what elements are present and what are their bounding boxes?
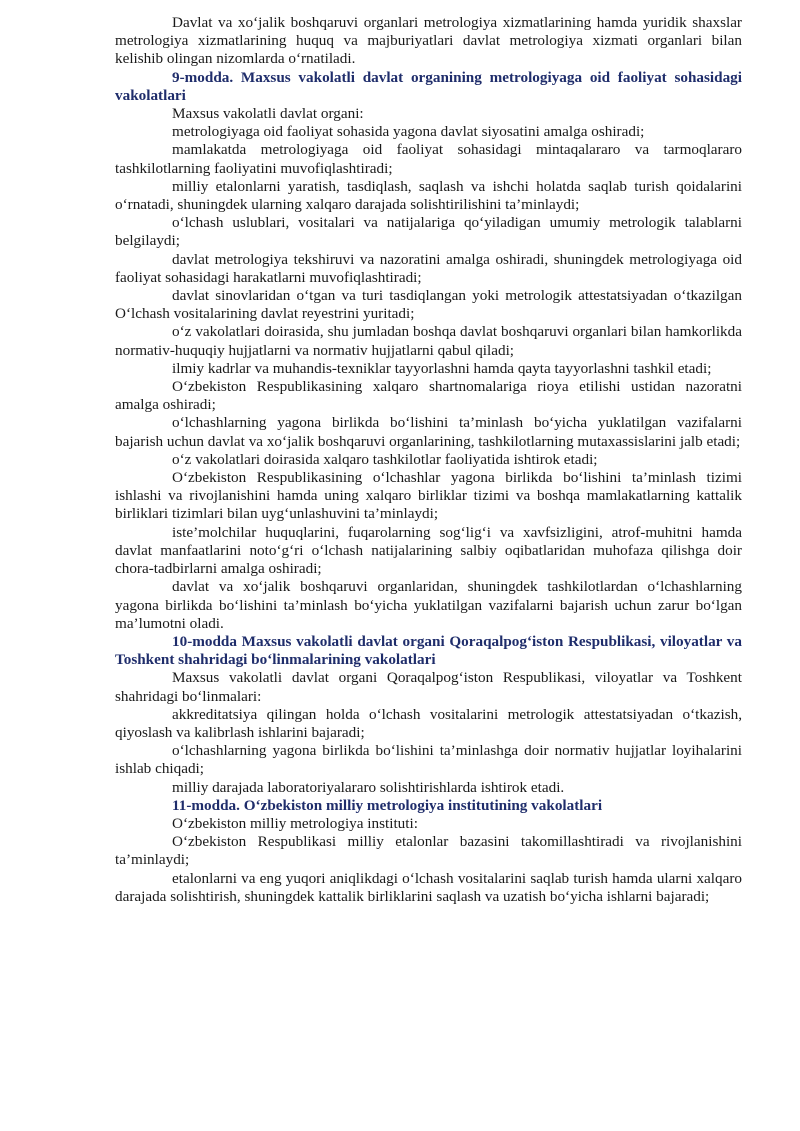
paragraph: Maxsus vakolatli davlat organi: xyxy=(172,105,364,123)
article-heading-11: 11-modda. O‘zbekiston milliy metrologiya institutining vakolatlari xyxy=(172,796,603,814)
paragraph: mamlakatda metrologiyaga oid faoliyat sohasidagi mintaqalararo va tarmoqlararo tashkilotlarning faoliyatini muvofiqlashtiradi; xyxy=(115,141,742,177)
paragraph: O‘zbekiston Respublikasining o‘lchashlar yagona birlikda bo‘lishini ta’minlash tizimi ishlashi va rivojlanishini hamda uning xalqaro birliklar tizimi va boshqa mamlakatlarning kattalik birliklari tizimlari bilan uyg‘unlashuvini ta’minlaydi; xyxy=(115,469,742,523)
paragraph: milliy darajada laboratoriyalararo solishtirishlarda ishtirok etadi. xyxy=(172,778,565,796)
paragraph: davlat sinovlaridan o‘tgan va turi tasdiqlangan yoki metrologik attestatsiyadan o‘tkazilgan O‘lchash vositalarining davlat reyestrini yuritadi; xyxy=(115,287,742,323)
paragraph: davlat va xo‘jalik boshqaruvi organlaridan, shuningdek tashkilotlardan o‘lchashlarning yagona birlikda bo‘lishini ta’minlash bo‘yicha yuklatilgan vazifalarni bajarish uchun zarur bo‘lgan ma’lumotni oladi. xyxy=(115,578,742,632)
paragraph: akkreditatsiya qilingan holda o‘lchash vositalarini metrologik attestatsiyadan o‘tkazish, qiyoslash va kalibrlash ishlarini bajaradi; xyxy=(115,705,742,741)
paragraph: o‘z vakolatlari doirasida xalqaro tashkilotlar faoliyatida ishtirok etadi; xyxy=(172,450,598,468)
paragraph: O‘zbekiston Respublikasining xalqaro shartnomalariga rioya etilishi ustidan nazoratni amalga oshiradi; xyxy=(115,378,742,414)
paragraph: Davlat va xo‘jalik boshqaruvi organlari metrologiya xizmatlarining hamda yuridik shaxslar metrologiya xizmatlarining huquq va majburiyatlari davlat metrologiya xizmati organlari bilan kelishib olingan nizomlarda o‘rnatiladi. xyxy=(115,14,742,68)
paragraph: o‘lchashlarning yagona birlikda bo‘lishini ta’minlashga doir normativ hujjatlar loyihalarini ishlab chiqadi; xyxy=(115,742,742,778)
paragraph: O‘zbekiston Respublikasi milliy etalonlar bazasini takomillashtiradi va rivojlanishini ta’minlaydi; xyxy=(115,833,742,869)
paragraph: Maxsus vakolatli davlat organi Qoraqalpog‘iston Respublikasi, viloyatlar va Toshkent shahridagi bo‘linmalari: xyxy=(115,669,742,705)
paragraph: o‘lchash uslublari, vositalari va natijalariga qo‘yiladigan umumiy metrologik talablarni belgilaydi; xyxy=(115,214,742,250)
paragraph: ilmiy kadrlar va muhandis-texniklar tayyorlashni hamda qayta tayyorlashni tashkil etadi; xyxy=(172,359,712,377)
paragraph: iste’molchilar huquqlarini, fuqarolarning sog‘lig‘i va xavfsizligini, atrof-muhitni hamda davlat manfaatlarini noto‘g‘ri o‘lchash natijalarining salbiy oqibatlaridan muhofaza qilishga doir chora-tadbirlarni amalga oshiradi; xyxy=(115,523,742,578)
article-heading-10: 10-modda Maxsus vakolatli davlat organi Qoraqalpog‘iston Respublikasi, viloyatlar va Toshkent shahridagi bo‘linmalarining vakolatlari xyxy=(115,632,742,669)
paragraph: o‘lchashlarning yagona birlikda bo‘lishini ta’minlash bo‘yicha yuklatilgan vazifalarni bajarish uchun davlat va xo‘jalik boshqaruvi organlarining, tashkilotlarning mutaxassislarini jalb etadi; xyxy=(115,414,742,450)
paragraph: etalonlarni va eng yuqori aniqlikdagi o‘lchash vositalarini saqlab turish hamda ularni xalqaro darajada solishtirish, shuningdek kattalik birliklarini saqlash va uzatish bo‘yicha ishlarni bajaradi; xyxy=(115,869,742,905)
paragraph: o‘z vakolatlari doirasida, shu jumladan boshqa davlat boshqaruvi organlari bilan hamkorlikda normativ-huquqiy hujjatlarni va normativ hujjatlarni qabul qiladi; xyxy=(115,323,742,359)
article-heading-9: 9-modda. Maxsus vakolatli davlat organining metrologiyaga oid faoliyat sohasidagi vakolatlari xyxy=(115,68,742,104)
paragraph: O‘zbekiston milliy metrologiya instituti: xyxy=(172,814,418,832)
paragraph: milliy etalonlarni yaratish, tasdiqlash, saqlash va ishchi holatda saqlab turish qoidalarini o‘rnatadi, shuningdek ularning xalqaro darajada solishtirilishini ta’minlaydi; xyxy=(115,177,742,214)
paragraph: davlat metrologiya tekshiruvi va nazoratini amalga oshiradi, shuningdek metrologiyaga oid faoliyat sohasidagi harakatlarni muvofiqlashtiradi; xyxy=(115,250,742,286)
paragraph: metrologiyaga oid faoliyat sohasida yagona davlat siyosatini amalga oshiradi; xyxy=(172,123,645,141)
